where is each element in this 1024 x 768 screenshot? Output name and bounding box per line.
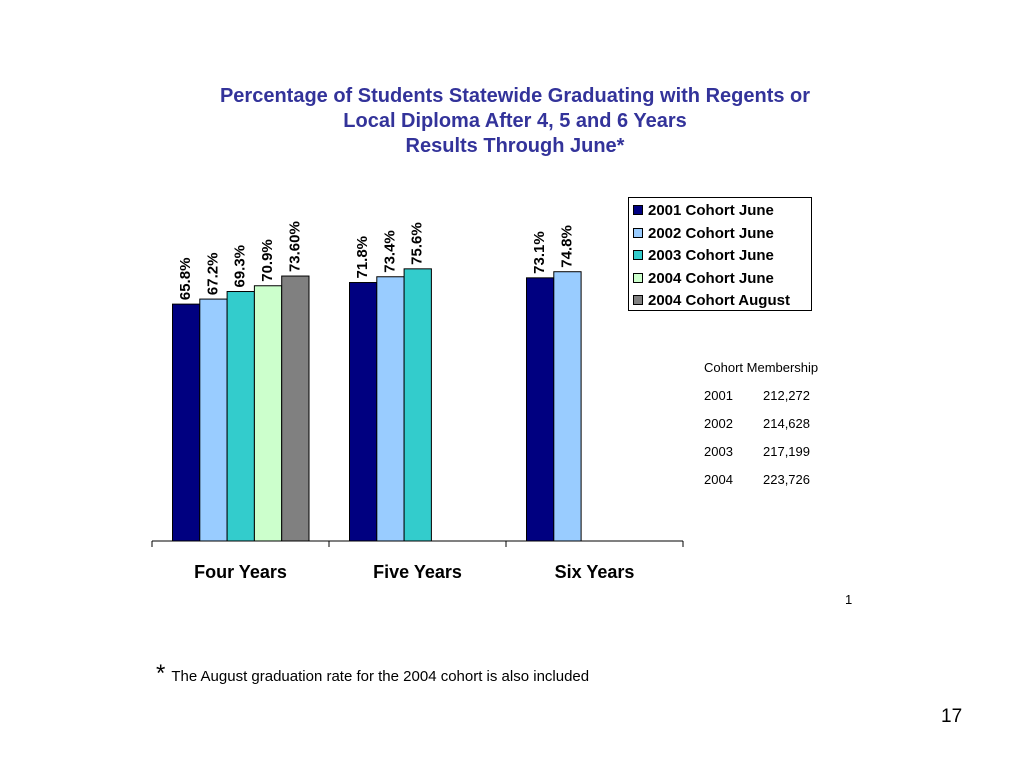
legend-swatch — [633, 295, 643, 305]
cohort-membership-heading: Cohort Membership — [704, 360, 819, 375]
x-tick-label: Six Years — [554, 562, 635, 582]
legend-label: 2004 Cohort June — [648, 269, 774, 287]
membership-count: 223,726 — [763, 472, 810, 487]
bar — [404, 269, 431, 541]
data-label: 67.2% — [204, 252, 222, 296]
data-label: 70.9% — [259, 239, 277, 282]
chart-title-line-3: Results Through June* — [405, 135, 625, 157]
chart-title-line-2: Local Diploma After 4, 5 and 6 Years — [343, 110, 687, 132]
membership-year: 2002 — [704, 416, 733, 431]
footnote-text: The August graduation rate for the 2004 cohort is also included — [171, 668, 590, 685]
slide-number: 17 — [941, 706, 963, 727]
bar — [377, 277, 404, 541]
legend-swatch — [633, 273, 643, 283]
legend-swatch — [633, 250, 643, 260]
data-label: 75.6% — [408, 222, 426, 265]
bar — [227, 292, 254, 541]
bar — [282, 276, 309, 541]
legend-label: 2004 Cohort August — [648, 292, 790, 310]
x-tick-label: Four Years — [194, 562, 287, 582]
legend-label: 2002 Cohort June — [648, 224, 774, 242]
footnote — [156, 662, 589, 690]
chart-legend — [628, 197, 812, 311]
legend-swatch — [633, 228, 643, 238]
legend-label: 2003 Cohort June — [648, 247, 774, 265]
legend-item — [633, 291, 790, 311]
chart-title-line-1: Percentage of Students Statewide Graduating with Regents or — [219, 85, 811, 107]
data-label: 74.8% — [558, 225, 576, 268]
data-label: 73.60% — [286, 221, 304, 273]
bar — [527, 278, 554, 541]
legend-item — [633, 246, 774, 266]
data-label: 69.3% — [231, 244, 249, 288]
bar — [254, 286, 281, 541]
legend-swatch — [633, 205, 643, 215]
data-label: 71.8% — [354, 235, 372, 279]
legend-item — [633, 269, 774, 289]
footnote-asterisk: * — [156, 660, 166, 687]
bar — [350, 283, 377, 541]
legend-item — [633, 201, 774, 221]
bar — [200, 299, 227, 541]
data-label: 65.8% — [177, 257, 195, 301]
data-label: 73.4% — [381, 230, 399, 273]
page-marker: 1 — [845, 592, 853, 607]
membership-count: 217,199 — [763, 444, 810, 459]
legend-label: 2001 Cohort June — [648, 202, 774, 219]
membership-year: 2004 — [704, 472, 733, 487]
membership-count: 212,272 — [763, 388, 810, 403]
bar — [554, 272, 581, 541]
x-tick-label: Five Years — [373, 562, 462, 582]
membership-count: 214,628 — [763, 416, 810, 431]
membership-year: 2001 — [704, 388, 733, 403]
bar — [173, 304, 200, 541]
data-label: 73.1% — [531, 231, 549, 274]
legend-item — [633, 224, 774, 244]
membership-year: 2003 — [704, 444, 733, 459]
